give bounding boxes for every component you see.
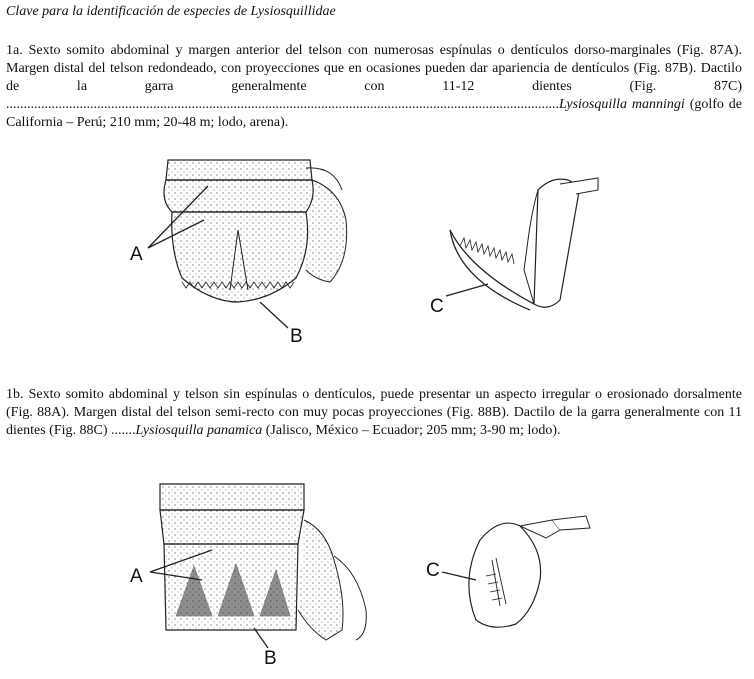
telson-drawing-88: [160, 484, 366, 640]
claw-drawing-87: [450, 178, 598, 310]
label-88b: B: [264, 648, 277, 669]
claw-drawing-88: [469, 516, 590, 627]
pointer-87b: [260, 302, 288, 328]
label-88a: A: [130, 566, 143, 587]
couplet-1b-details: (Jalisco, México – Ecuador; 205 mm; 3-90 m; lodo).: [262, 423, 561, 438]
label-87b: B: [290, 326, 303, 347]
couplet-1b-text: 1b. Sexto somito abdominal y telson sin espínulas o dentículos, puede presentar un aspecto irregular o erosionado dorsalmente (Fig. 88A). Margen distal del telson semi-recto con muy pocas proyecciones (Fig. 88B). Dactilo de la garra generalmente con 11 dientes (Fig. 88C) .......: [6, 387, 742, 438]
label-88c: C: [426, 560, 440, 581]
couplet-1a-text: 1a. Sexto somito abdominal y margen anterior del telson con numerosas espínulas o dentículos dorso-marginales (Fig. 87A). Margen distal del telson redondeado, con proyecciones que en ocasiones pueden dar apariencia de dentículos (Fig. 87B). Dactilo de la garra generalmente con 11-12 dientes (Fig. 87C) ..............................................................................................................................................................: [6, 43, 742, 112]
species-name-manningi: Lysiosquilla manningi: [559, 97, 685, 112]
pointer-87c: [446, 284, 488, 296]
label-87a: A: [130, 244, 143, 265]
label-87c: C: [430, 296, 444, 317]
couplet-1a-details: (golfo de California – Perú; 210 mm; 20-48 m; lodo, arena).: [6, 97, 742, 130]
telson-drawing-87: [164, 160, 347, 302]
couplet-1a: [6, 42, 742, 132]
figure-88: [120, 480, 620, 670]
pointer-88b: [254, 628, 268, 648]
species-name-panamica: Lysiosquilla panamica: [135, 423, 263, 438]
figure-87: [120, 150, 620, 350]
couplet-1b: [6, 386, 742, 440]
key-heading: Clave para la identificación de especies de Lysiosquillidae: [6, 4, 336, 19]
